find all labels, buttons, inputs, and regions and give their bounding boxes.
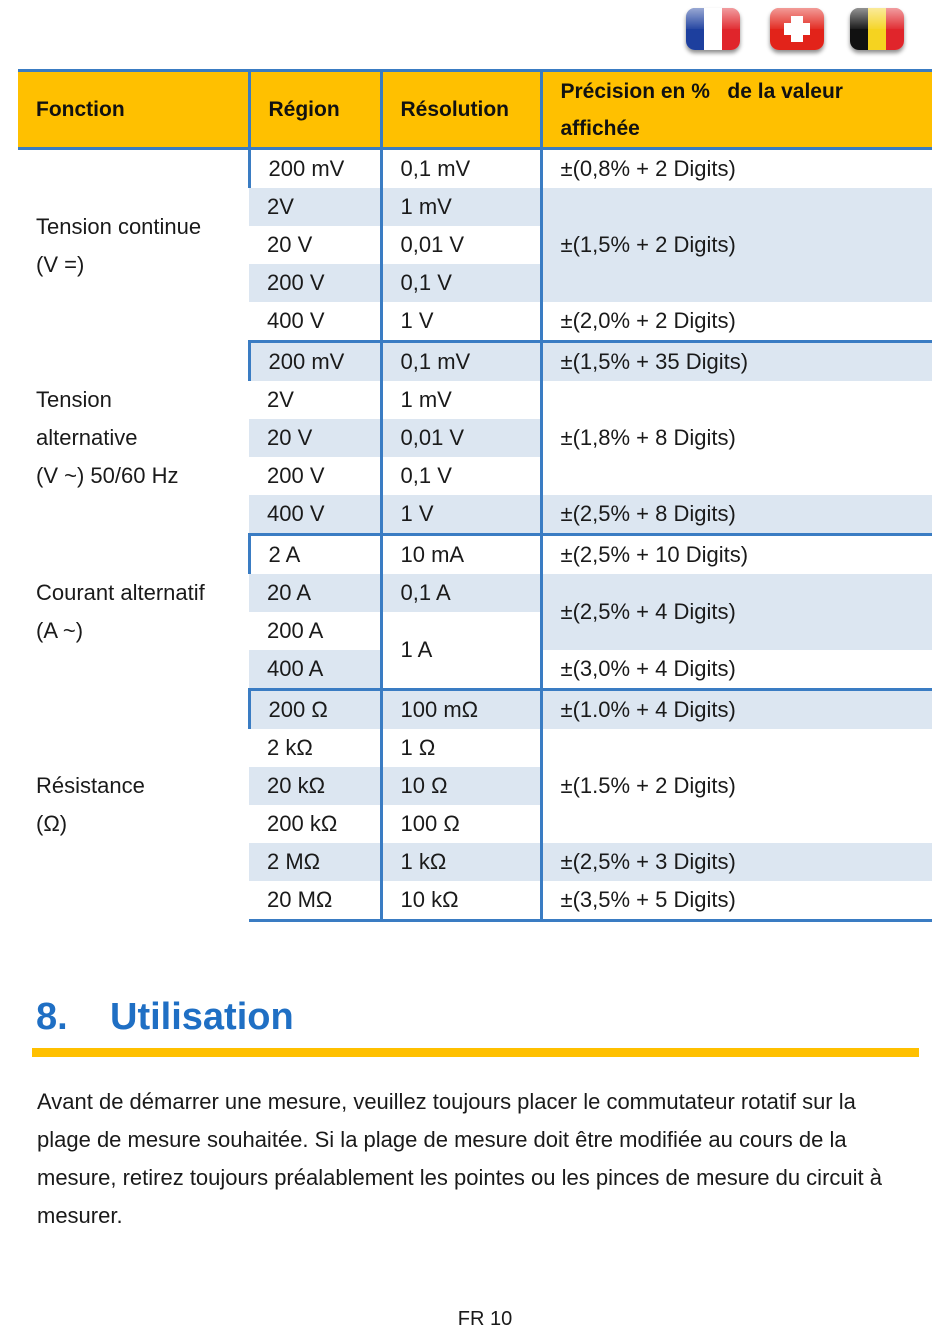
resolution-cell: 10 Ω [381, 767, 541, 805]
resolution-cell: 100 mΩ [381, 690, 541, 730]
precision-cell: ±(3,5% + 5 Digits) [541, 881, 932, 921]
precision-cell: ±(1,5% + 2 Digits) [541, 188, 932, 302]
function-line: Résistance [36, 773, 145, 798]
region-cell: 200 mV [249, 149, 381, 189]
precision-cell: ±(2,5% + 10 Digits) [541, 535, 932, 575]
header-precision: Précision en % de la valeur affichée [541, 71, 932, 149]
function-line: (Ω) [36, 811, 68, 836]
resolution-cell: 0,1 mV [381, 342, 541, 382]
function-line: (A ~) [36, 618, 84, 643]
function-line: Courant alternatif [36, 580, 205, 605]
function-line: Tension [36, 387, 112, 412]
region-cell: 2 A [249, 535, 381, 575]
page-number: FR 10 [457, 1308, 513, 1330]
section-heading [36, 996, 294, 1039]
region-cell: 400 V [249, 495, 381, 535]
resolution-cell: 0,1 mV [381, 149, 541, 189]
precision-cell: ±(0,8% + 2 Digits) [541, 149, 932, 189]
function-line: Tension continue [36, 213, 202, 239]
resolution-cell: 0,01 V [381, 226, 541, 264]
region-cell: 2 kΩ [249, 729, 381, 767]
function-cell [18, 342, 249, 535]
region-cell: 200 V [249, 264, 381, 302]
france-flag-icon [686, 8, 740, 50]
precision-cell: ±(1.5% + 2 Digits) [541, 729, 932, 843]
region-cell: 2 MΩ [249, 843, 381, 881]
function-cell [18, 535, 249, 690]
precision-cell: ±(2,5% + 8 Digits) [541, 495, 932, 535]
function-line: (V =) [36, 251, 85, 277]
function-line: (V ~) 50/60 Hz [36, 463, 179, 488]
region-cell: 400 A [249, 650, 381, 690]
resolution-cell: 1 kΩ [381, 843, 541, 881]
resolution-cell: 1 Ω [381, 729, 541, 767]
resolution-cell: 1 mV [381, 188, 541, 226]
header-resolution: Résolution [381, 71, 541, 149]
resolution-cell: 1 V [381, 495, 541, 535]
region-cell: 200 A [249, 612, 381, 650]
region-cell: 400 V [249, 302, 381, 342]
region-cell: 2V [249, 188, 381, 226]
resolution-cell: 100 Ω [381, 805, 541, 843]
table-row [18, 342, 932, 382]
region-cell: 200 mV [249, 342, 381, 382]
section-title: Utilisation [110, 996, 294, 1038]
function-cell [18, 149, 249, 342]
region-cell: 20 MΩ [249, 881, 381, 921]
region-cell: 200 kΩ [249, 805, 381, 843]
region-cell: 20 V [249, 226, 381, 264]
region-cell: 200 Ω [249, 690, 381, 730]
resolution-cell: 10 kΩ [381, 881, 541, 921]
precision-cell: ±(2,0% + 2 Digits) [541, 302, 932, 342]
resolution-cell: 0,1 V [381, 264, 541, 302]
resolution-cell: 1 A [381, 612, 541, 690]
table-header-row [18, 71, 932, 149]
resolution-cell: 1 V [381, 302, 541, 342]
switzerland-flag-icon [770, 8, 824, 50]
specification-table [18, 69, 932, 922]
resolution-cell: 0,1 V [381, 457, 541, 495]
precision-cell: ±(1,5% + 35 Digits) [541, 342, 932, 382]
precision-cell: ±(2,5% + 3 Digits) [541, 843, 932, 881]
precision-cell: ±(3,0% + 4 Digits) [541, 650, 932, 690]
precision-cell: ±(2,5% + 4 Digits) [541, 574, 932, 650]
table-row [18, 149, 932, 189]
precision-cell: ±(1,8% + 8 Digits) [541, 381, 932, 495]
section-paragraph: Avant de démarrer une mesure, veuillez toujours placer le commutateur rotatif sur la plage de mesure souhaitée. Si la plage de mesure doit être modifiée au cours de la mesure, retirez toujours préalablement les pointes ou les pinces de mesure du circuit à mesurer. [37, 1089, 882, 1228]
table-row [18, 535, 932, 575]
section-divider [32, 1048, 919, 1057]
region-cell: 2V [249, 381, 381, 419]
header-region: Région [249, 71, 381, 149]
table-row [18, 690, 932, 730]
region-cell: 20 V [249, 419, 381, 457]
function-cell [18, 690, 249, 921]
function-line: alternative [36, 425, 138, 450]
region-cell: 20 A [249, 574, 381, 612]
precision-cell: ±(1.0% + 4 Digits) [541, 690, 932, 730]
region-cell: 200 V [249, 457, 381, 495]
region-cell: 20 kΩ [249, 767, 381, 805]
resolution-cell: 1 mV [381, 381, 541, 419]
resolution-cell: 0,01 V [381, 419, 541, 457]
country-flags [686, 8, 910, 52]
header-fonction: Fonction [18, 71, 249, 149]
belgium-flag-icon [850, 8, 904, 50]
resolution-cell: 10 mA [381, 535, 541, 575]
resolution-cell: 0,1 A [381, 574, 541, 612]
section-number: 8. [36, 996, 68, 1038]
